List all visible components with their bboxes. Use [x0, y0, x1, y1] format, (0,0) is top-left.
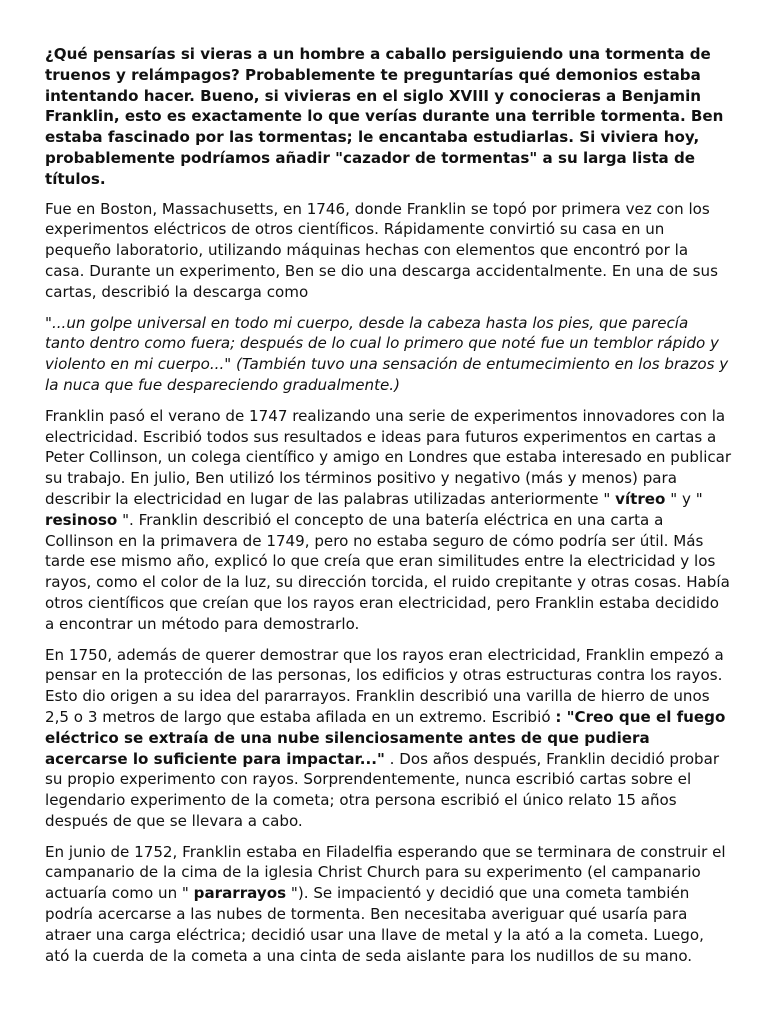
term-resinoso: resinoso — [45, 510, 118, 529]
term-pararrayos: pararrayos — [193, 884, 287, 903]
intro-paragraph: ¿Qué pensarías si vieras a un hombre a caballo persiguiendo una tormenta de truenos y relámpagos? Probablemente te preguntarías qué demonios estaba intentando hacer. Bueno, si vivieras en el siglo XVIII y conocieras a Benjamin Franklin, esto es exactamente lo que verías durante una terrible tormenta. Ben estaba fascinado por las tormentas; le encantaba estudiarlas. Si viviera hoy, probablemente podríamos añadir "cazador de tormentas" a su larga lista de títulos. — [45, 45, 724, 188]
paragraph-1750-text-c: . Dos años después, Franklin decidió probar su propio experimento con rayos. Sorprendentemente, nunca escribió cartas sobre el legendario experimento de la cometa; otra persona escribió el único relato 15 años después de que se llevara a cabo. — [45, 749, 720, 830]
paragraph-1752-text-c: "). Se impacientó y decidió que una cometa también podría acercarse a las nubes de tormenta. Ben necesitaba averiguar qué usaría para atraer una carga eléctrica; decidió usar una llave de metal y la ató a la cometa. Luego, ató la cuerda de la cometa a una cinta de seda aislante para los nudillos de su mano. — [45, 884, 704, 965]
term-vitreo: vítreo — [615, 489, 666, 508]
paragraph-1750-text-a: En 1750, además de querer demostrar que los rayos eran electricidad, Franklin empezó a pensar en la protección de las personas, los edificios y otras estructuras contra los rayos. Esto dio origen a su idea del pararrayos. Franklin describió una varilla de hierro de unos 2,5 o 3 metros de largo que estaba afilada en un extremo. Escribió — [45, 645, 724, 726]
paragraph-1752-text-a: En junio de 1752, Franklin estaba en Filadelfia esperando que se terminara de construir el campanario de la cima de la iglesia Christ Church para su experimento (el campanario actuaría como un " — [45, 842, 726, 903]
paragraph-1747 — [45, 406, 732, 635]
paragraph-boston: Fue en Boston, Massachusetts, en 1746, donde Franklin se topó por primera vez con los experimentos eléctricos de otros científicos. Rápidamente convirtió su casa en un pequeño laboratorio, utilizando máquinas hechas con elementos que encontró por la casa. Durante un experimento, Ben se dio una descarga accidentalmente. En una de sus cartas, describió la descarga como — [45, 199, 718, 301]
paragraph-1750 — [45, 645, 732, 832]
paragraph-1747-text-c: " y " — [665, 489, 703, 508]
paragraph-1747-text-d: ". Franklin describió el concepto de una batería eléctrica en una carta a Collinson en la primavera de 1749, pero no estaba seguro de cómo podría ser útil. Más tarde ese mismo año, explicó lo que creía que eran similitudes entre la electricidad y los rayos, como el color de la luz, su dirección torcida, el ruido crepitante y otras cosas. Había otros científicos que creían que los rayos eran electricidad, pero Franklin estaba decidido a encontrar un método para demostrarlo. — [45, 510, 730, 633]
paragraph-1752 — [45, 842, 732, 967]
quote-paragraph: "...un golpe universal en todo mi cuerpo, desde la cabeza hasta los pies, que parecía tanto dentro como fuera; después de lo cual lo primero que noté fue un temblor rápido y violento en mi cuerpo..." (También tuvo una sensación de entumecimiento en los brazos y la nuca que fue despareciendo gradualmente.) — [45, 313, 729, 394]
paragraph-1747-text-a: Franklin pasó el verano de 1747 realizando una serie de experimentos innovadores con la electricidad. Escribió todos sus resultados e ideas para futuros experimentos en cartas a Peter Collinson, un colega científico y amigo en Londres que estaba interesado en publicar su trabajo. En julio, Ben utilizó los términos positivo y negativo (más y menos) para describir la electricidad en lugar de las palabras utilizadas anteriormente " — [45, 406, 732, 508]
franklin-quote: : "Creo que el fuego eléctrico se extraía de una nube silenciosamente antes de que pudiera acercarse lo suficiente para impactar..." — [45, 707, 726, 768]
